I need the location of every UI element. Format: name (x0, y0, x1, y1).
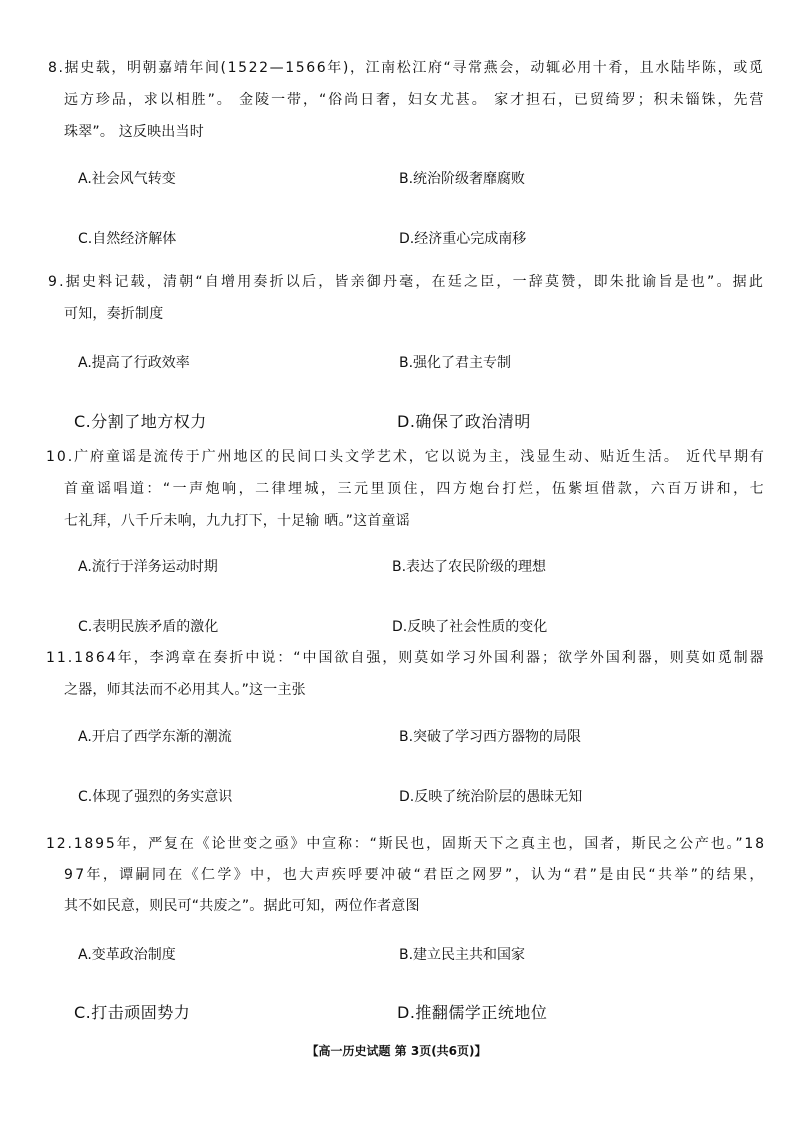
question-12-line-2: 97年，谭嗣同在《仁学》中，也大声疾呼要冲破“君臣之网罗”，认为“君”是由民“共举”的结果， (64, 867, 766, 883)
question-9-option-a: A.提高了行政效率 (78, 355, 190, 371)
question-11-option-c: C.体现了强烈的务实意识 (78, 789, 233, 805)
question-11-option-a: A.开启了西学东渐的潮流 (78, 729, 232, 745)
question-11-option-d: D.反映了统治阶层的愚昧无知 (399, 789, 583, 805)
question-9-option-b: B.强化了君主专制 (399, 355, 512, 371)
question-10-option-a: A.流行于洋务运动时期 (78, 559, 218, 575)
page-footer: 【高一历史试题 第 3页(共6页)】 (306, 1044, 487, 1058)
question-8-option-a: A.社会风气转变 (78, 171, 176, 187)
question-9-option-d: D.确保了政治清明 (397, 412, 531, 431)
question-12-option-c: C.打击顽固势力 (74, 1003, 191, 1022)
question-10-option-b: B.表达了农民阶级的理想 (392, 559, 547, 575)
question-8-line-3: 珠翠”。 这反映出当时 (64, 124, 204, 140)
question-11-option-b: B.突破了学习西方器物的局限 (399, 729, 582, 745)
question-8-line-1: 8.据史载，明朝嘉靖年间(1522—1566年)，江南松江府“寻常燕会，动辄必用十肴，且水陆毕陈，或觅 (48, 60, 765, 76)
question-11-line-2: 之器，师其法而不必用其人。”这一主张 (64, 682, 306, 698)
question-8-option-b: B.统治阶级奢靡腐败 (399, 171, 526, 187)
question-10-option-c: C.表明民族矛盾的激化 (78, 619, 219, 635)
question-8-line-2: 远方珍品，求以相胜”。 金陵一带，“俗尚日奢，妇女尤甚。 家才担石，已贸绮罗；积未锱铢，先营 (64, 92, 766, 108)
question-12-option-d: D.推翻儒学正统地位 (397, 1003, 548, 1022)
question-12-line-1: 12.1895年，严复在《论世变之亟》中宣称：“斯民也，固斯天下之真主也，国者，斯民之公产也。”18 (46, 836, 766, 852)
question-9-option-c: C.分割了地方权力 (74, 412, 207, 431)
question-12-option-b: B.建立民主共和国家 (399, 947, 526, 963)
question-8-option-c: C.自然经济解体 (78, 231, 177, 247)
question-8-option-d: D.经济重心完成南移 (399, 231, 527, 247)
question-9-line-1: 9.据史料记载，清朝“自增用奏折以后，皆亲御丹毫，在廷之臣，一辞莫赞，即朱批谕旨是也”。据此 (48, 274, 766, 290)
question-10-line-3: 七礼拜，八千斤未响，九九打下，十足输 晒。”这首童谣 (64, 513, 410, 529)
question-10-line-2: 首童谣唱道：“一声炮响，二律埋城，三元里顶住，四方炮台打烂，伍紫垣借款，六百万讲和，七 (64, 481, 767, 497)
question-9-line-2: 可知，奏折制度 (64, 306, 164, 322)
question-10-option-d: D.反映了社会性质的变化 (392, 619, 548, 635)
question-12-line-3: 其不如民意，则民可“共废之”。据此可知，两位作者意图 (64, 898, 420, 914)
question-11-line-1: 11.1864年，李鸿章在奏折中说：“中国欲自强，则莫如学习外国利器；欲学外国利器，则莫如觅制器 (46, 650, 766, 666)
question-12-option-a: A.变革政治制度 (78, 947, 176, 963)
question-10-line-1: 10.广府童谣是流传于广州地区的民间口头文学艺术，它以说为主，浅显生动、贴近生活。 近代早期有 (46, 449, 766, 465)
